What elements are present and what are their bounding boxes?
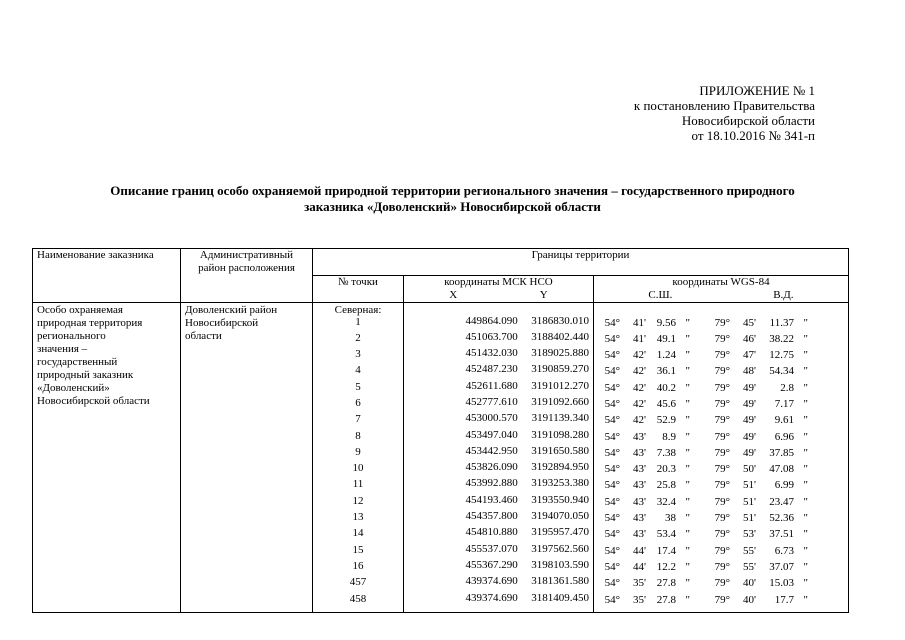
lon-degrees: 79° xyxy=(714,463,730,476)
lat-minutes: 43' xyxy=(633,495,646,508)
lat-seconds: 45.6 xyxy=(656,397,676,410)
lat-seconds: 7.38 xyxy=(656,446,676,459)
lon-degrees: 79° xyxy=(714,560,730,573)
lat-minutes: 43' xyxy=(633,512,646,525)
coord-x: 452611.680 xyxy=(465,379,518,392)
header-wgs: координаты WGS-84 С.Ш. В.Д. xyxy=(594,275,849,302)
lon-seconds: 47.08 xyxy=(769,463,794,476)
lat-seconds-mark: " xyxy=(685,446,690,459)
table-header-row-1 xyxy=(33,249,849,276)
lon-seconds-mark: " xyxy=(803,593,808,606)
lon-seconds-mark: " xyxy=(803,332,808,345)
coord-y: 3192894.950 xyxy=(531,461,589,474)
lon-seconds: 2.8 xyxy=(780,381,794,394)
lon-seconds-mark: " xyxy=(803,381,808,394)
wgs-coord-row xyxy=(598,477,844,493)
lat-degrees: 54° xyxy=(604,430,620,443)
lon-minutes: 55' xyxy=(743,560,756,573)
lon-degrees: 79° xyxy=(714,593,730,606)
point-number: 16 xyxy=(352,559,364,572)
lat-seconds: 9.56 xyxy=(656,316,676,329)
header-name: Наименование заказника xyxy=(33,249,181,276)
lon-seconds-mark: " xyxy=(803,397,808,410)
lon-seconds: 7.17 xyxy=(774,397,794,410)
coord-x: 453000.570 xyxy=(465,412,518,425)
lon-minutes: 46' xyxy=(743,332,756,345)
lon-degrees: 79° xyxy=(714,365,730,378)
lat-seconds-mark: " xyxy=(685,528,690,541)
lat-seconds: 27.8 xyxy=(656,577,676,590)
wgs-coord-row xyxy=(598,461,844,477)
wgs-coord-row xyxy=(598,494,844,510)
coord-y: 3191092.660 xyxy=(531,395,589,408)
lat-minutes: 44' xyxy=(633,560,646,573)
lon-minutes: 49' xyxy=(743,414,756,427)
lat-minutes: 42' xyxy=(633,381,646,394)
point-number: 12 xyxy=(352,494,364,507)
lon-degrees: 79° xyxy=(714,446,730,459)
coord-y: 3186830.010 xyxy=(531,314,589,327)
msk-coords-cell xyxy=(404,302,594,612)
lon-seconds-mark: " xyxy=(803,365,808,378)
title-line-1: Описание границ особо охраняемой природной территории регионального значения – государственного природного xyxy=(110,183,795,198)
lon-seconds-mark: " xyxy=(803,528,808,541)
coord-x: 439374.690 xyxy=(465,591,518,604)
lon-minutes: 55' xyxy=(743,544,756,557)
msk-coord-row xyxy=(452,345,589,361)
section-label: Северная: xyxy=(334,303,382,316)
coord-y: 3181409.450 xyxy=(531,591,589,604)
msk-coord-row xyxy=(452,508,589,524)
msk-coord-row xyxy=(452,394,589,410)
coord-x: 454357.800 xyxy=(465,510,518,523)
wgs-coord-row xyxy=(598,429,844,445)
lon-seconds-mark: " xyxy=(803,414,808,427)
lat-seconds-mark: " xyxy=(685,381,690,394)
header-x: X xyxy=(449,288,458,301)
lon-minutes: 40' xyxy=(743,577,756,590)
lon-minutes: 49' xyxy=(743,381,756,394)
lon-degrees: 79° xyxy=(714,316,730,329)
wgs-coord-row xyxy=(598,331,844,347)
point-number: 1 xyxy=(355,315,361,328)
lat-degrees: 54° xyxy=(604,463,620,476)
coord-y: 3194070.050 xyxy=(531,510,589,523)
lon-seconds-mark: " xyxy=(803,463,808,476)
lat-seconds: 53.4 xyxy=(656,528,676,541)
lat-minutes: 42' xyxy=(633,349,646,362)
msk-coord-row xyxy=(452,557,589,573)
lat-seconds: 36.1 xyxy=(656,365,676,378)
lon-seconds-mark: " xyxy=(803,544,808,557)
coord-y: 3181361.580 xyxy=(531,575,589,588)
lon-seconds-mark: " xyxy=(803,316,808,329)
lon-minutes: 49' xyxy=(743,430,756,443)
lat-minutes: 43' xyxy=(633,479,646,492)
lon-minutes: 51' xyxy=(743,512,756,525)
coord-y: 3198103.590 xyxy=(531,558,589,571)
coord-y: 3191650.580 xyxy=(531,444,589,457)
appendix-header xyxy=(634,83,815,143)
lat-seconds: 25.8 xyxy=(656,479,676,492)
lon-minutes: 51' xyxy=(743,495,756,508)
lat-minutes: 43' xyxy=(633,430,646,443)
wgs-coord-row xyxy=(598,592,844,608)
lon-degrees: 79° xyxy=(714,332,730,345)
lat-degrees: 54° xyxy=(604,560,620,573)
coord-x: 453826.090 xyxy=(465,461,518,474)
lat-degrees: 54° xyxy=(604,479,620,492)
lat-seconds: 52.9 xyxy=(656,414,676,427)
lat-seconds-mark: " xyxy=(685,593,690,606)
lat-seconds: 40.2 xyxy=(656,381,676,394)
lat-degrees: 54° xyxy=(604,512,620,525)
lat-minutes: 42' xyxy=(633,414,646,427)
lon-minutes: 47' xyxy=(743,349,756,362)
lat-minutes: 42' xyxy=(633,397,646,410)
lat-seconds: 8.9 xyxy=(662,430,676,443)
document-title xyxy=(0,183,905,215)
lat-degrees: 54° xyxy=(604,446,620,459)
header-msk: координаты МСК НСО X Y xyxy=(404,275,594,302)
coord-y: 3189025.880 xyxy=(531,347,589,360)
lat-seconds: 12.2 xyxy=(656,560,676,573)
lat-degrees: 54° xyxy=(604,332,620,345)
lat-seconds-mark: " xyxy=(685,495,690,508)
appendix-ref: к постановлению Правительства xyxy=(633,98,815,113)
lon-degrees: 79° xyxy=(714,495,730,508)
lon-degrees: 79° xyxy=(714,479,730,492)
lat-degrees: 54° xyxy=(604,593,620,606)
lon-minutes: 53' xyxy=(743,528,756,541)
lat-minutes: 43' xyxy=(633,463,646,476)
coord-x: 439374.690 xyxy=(465,575,518,588)
lat-seconds: 49.1 xyxy=(656,332,676,345)
point-number: 4 xyxy=(355,364,361,377)
wgs-coord-row xyxy=(598,526,844,542)
lat-seconds-mark: " xyxy=(685,365,690,378)
lat-degrees: 54° xyxy=(604,495,620,508)
lat-seconds-mark: " xyxy=(685,414,690,427)
lon-seconds: 12.75 xyxy=(769,349,794,362)
lat-seconds: 32.4 xyxy=(656,495,676,508)
wgs-coord-row xyxy=(598,543,844,559)
point-number: 13 xyxy=(352,511,364,524)
lon-seconds-mark: " xyxy=(803,577,808,590)
coord-y: 3193550.940 xyxy=(531,493,589,506)
msk-coord-row xyxy=(452,329,589,345)
lat-minutes: 35' xyxy=(633,577,646,590)
lat-degrees: 54° xyxy=(604,528,620,541)
point-number: 15 xyxy=(352,543,364,556)
point-numbers-cell xyxy=(313,302,404,612)
lat-degrees: 54° xyxy=(604,544,620,557)
lon-seconds: 37.51 xyxy=(769,528,794,541)
msk-coord-row xyxy=(452,590,589,606)
lat-seconds: 38 xyxy=(665,512,676,525)
msk-coord-row xyxy=(452,492,589,508)
lon-seconds: 37.07 xyxy=(769,560,794,573)
msk-coord-row xyxy=(452,361,589,377)
lat-minutes: 35' xyxy=(633,593,646,606)
msk-coord-row xyxy=(452,443,589,459)
lon-seconds-mark: " xyxy=(803,479,808,492)
lon-seconds: 38.22 xyxy=(769,332,794,345)
lon-seconds: 6.99 xyxy=(774,479,794,492)
lon-seconds: 54.34 xyxy=(769,365,794,378)
lon-seconds: 17.7 xyxy=(774,593,794,606)
msk-coord-row xyxy=(452,410,589,426)
lat-seconds-mark: " xyxy=(685,512,690,525)
header-point-no: № точки xyxy=(313,275,404,302)
point-number: 458 xyxy=(349,592,367,605)
wgs-coords-cell xyxy=(594,302,849,612)
lat-seconds-mark: " xyxy=(685,316,690,329)
borders-table xyxy=(32,248,848,606)
coord-y: 3191012.270 xyxy=(531,379,589,392)
appendix-date: от 18.10.2016 № 341-п xyxy=(691,128,815,143)
table-header-row-2 xyxy=(33,275,849,302)
point-number: 10 xyxy=(352,462,364,475)
msk-coord-row xyxy=(452,459,589,475)
lat-seconds-mark: " xyxy=(685,544,690,557)
lon-minutes: 40' xyxy=(743,593,756,606)
lon-seconds-mark: " xyxy=(803,512,808,525)
coord-y: 3193253.380 xyxy=(531,477,589,490)
header-lon: В.Д. xyxy=(773,288,794,301)
lon-seconds-mark: " xyxy=(803,349,808,362)
lon-seconds-mark: " xyxy=(803,495,808,508)
lat-seconds-mark: " xyxy=(685,332,690,345)
msk-coord-row xyxy=(452,313,589,329)
lon-minutes: 49' xyxy=(743,446,756,459)
lon-minutes: 50' xyxy=(743,463,756,476)
lon-seconds: 15.03 xyxy=(769,577,794,590)
lat-degrees: 54° xyxy=(604,381,620,394)
lat-seconds-mark: " xyxy=(685,349,690,362)
lon-degrees: 79° xyxy=(714,349,730,362)
point-number: 3 xyxy=(355,348,361,361)
wgs-coord-row xyxy=(598,315,844,331)
wgs-coord-row xyxy=(598,380,844,396)
lat-minutes: 43' xyxy=(633,528,646,541)
point-number: 457 xyxy=(349,576,367,589)
lat-seconds-mark: " xyxy=(685,577,690,590)
lat-minutes: 43' xyxy=(633,446,646,459)
msk-coord-row xyxy=(452,541,589,557)
coord-x: 452777.610 xyxy=(465,395,518,408)
coord-y: 3195957.470 xyxy=(531,526,589,539)
coord-y: 3190859.270 xyxy=(531,363,589,376)
lon-minutes: 48' xyxy=(743,365,756,378)
coord-x: 451432.030 xyxy=(465,347,518,360)
lat-seconds-mark: " xyxy=(685,430,690,443)
coord-x: 453497.040 xyxy=(465,428,518,441)
lat-minutes: 42' xyxy=(633,365,646,378)
lat-seconds-mark: " xyxy=(685,397,690,410)
point-number: 6 xyxy=(355,396,361,409)
lon-degrees: 79° xyxy=(714,544,730,557)
district-cell: Доволенский район Новосибирской области xyxy=(181,302,313,612)
lat-degrees: 54° xyxy=(604,316,620,329)
wgs-coord-row xyxy=(598,510,844,526)
lat-seconds: 17.4 xyxy=(656,544,676,557)
lat-seconds: 1.24 xyxy=(656,349,676,362)
lat-degrees: 54° xyxy=(604,365,620,378)
lat-degrees: 54° xyxy=(604,397,620,410)
wgs-coord-row xyxy=(598,347,844,363)
lon-seconds: 6.96 xyxy=(774,430,794,443)
point-number: 9 xyxy=(355,445,361,458)
lon-seconds-mark: " xyxy=(803,430,808,443)
lat-seconds-mark: " xyxy=(685,560,690,573)
coord-y: 3188402.440 xyxy=(531,330,589,343)
lon-minutes: 51' xyxy=(743,479,756,492)
wgs-coord-row xyxy=(598,412,844,428)
lon-minutes: 49' xyxy=(743,397,756,410)
lon-seconds: 23.47 xyxy=(769,495,794,508)
lat-minutes: 44' xyxy=(633,544,646,557)
lon-seconds: 37.85 xyxy=(769,446,794,459)
coord-x: 453992.880 xyxy=(465,477,518,490)
lon-seconds: 11.37 xyxy=(769,316,794,329)
wgs-coord-row xyxy=(598,575,844,591)
header-borders: Границы территории xyxy=(313,249,849,276)
coord-y: 3191139.340 xyxy=(531,412,589,425)
lon-degrees: 79° xyxy=(714,381,730,394)
lon-degrees: 79° xyxy=(714,577,730,590)
wgs-coord-row xyxy=(598,445,844,461)
msk-coord-row xyxy=(452,378,589,394)
lon-seconds: 9.61 xyxy=(774,414,794,427)
coord-x: 451063.700 xyxy=(465,330,518,343)
lon-seconds-mark: " xyxy=(803,560,808,573)
lon-seconds-mark: " xyxy=(803,446,808,459)
wgs-coord-row xyxy=(598,396,844,412)
point-number: 8 xyxy=(355,429,361,442)
point-number: 11 xyxy=(352,478,364,491)
coord-x: 454810.880 xyxy=(465,526,518,539)
lon-degrees: 79° xyxy=(714,512,730,525)
coord-x: 452487.230 xyxy=(465,363,518,376)
coord-x: 453442.950 xyxy=(465,444,518,457)
lon-degrees: 79° xyxy=(714,397,730,410)
wgs-coord-row xyxy=(598,363,844,379)
table-body-row xyxy=(33,302,849,612)
lon-seconds: 52.36 xyxy=(769,512,794,525)
header-district: Административный район расположения xyxy=(181,249,313,276)
reserve-name-cell: Особо охраняемая природная территория регионального значения – государственный природный заказник «Доволенский» Новосибирской области xyxy=(33,302,181,612)
coord-y: 3191098.280 xyxy=(531,428,589,441)
lon-minutes: 45' xyxy=(743,316,756,329)
point-number: 5 xyxy=(355,380,361,393)
lat-minutes: 41' xyxy=(633,316,646,329)
lon-degrees: 79° xyxy=(714,430,730,443)
lon-degrees: 79° xyxy=(714,528,730,541)
lat-degrees: 54° xyxy=(604,414,620,427)
lat-seconds-mark: " xyxy=(685,479,690,492)
lat-seconds: 20.3 xyxy=(656,463,676,476)
header-lat: С.Ш. xyxy=(648,288,673,301)
lon-degrees: 79° xyxy=(714,414,730,427)
lat-seconds-mark: " xyxy=(685,463,690,476)
coord-y: 3197562.560 xyxy=(531,542,589,555)
coord-x: 455367.290 xyxy=(465,558,518,571)
wgs-coord-row xyxy=(598,559,844,575)
title-line-2: заказника «Доволенский» Новосибирской области xyxy=(304,199,601,214)
coord-x: 455537.070 xyxy=(465,542,518,555)
appendix-region: Новосибирской области xyxy=(681,113,815,128)
point-number: 14 xyxy=(352,527,364,540)
lon-seconds: 6.73 xyxy=(774,544,794,557)
msk-coord-row xyxy=(452,427,589,443)
msk-coord-row xyxy=(452,475,589,491)
lat-minutes: 41' xyxy=(633,332,646,345)
msk-coord-row xyxy=(452,524,589,540)
appendix-number: ПРИЛОЖЕНИЕ № 1 xyxy=(699,83,815,98)
coord-x: 454193.460 xyxy=(465,493,518,506)
coord-x: 449864.090 xyxy=(465,314,518,327)
lat-degrees: 54° xyxy=(604,349,620,362)
lat-degrees: 54° xyxy=(604,577,620,590)
point-number: 7 xyxy=(355,413,361,426)
point-number: 2 xyxy=(355,331,361,344)
header-y: Y xyxy=(539,288,548,301)
msk-coord-row xyxy=(452,573,589,589)
lat-seconds: 27.8 xyxy=(656,593,676,606)
